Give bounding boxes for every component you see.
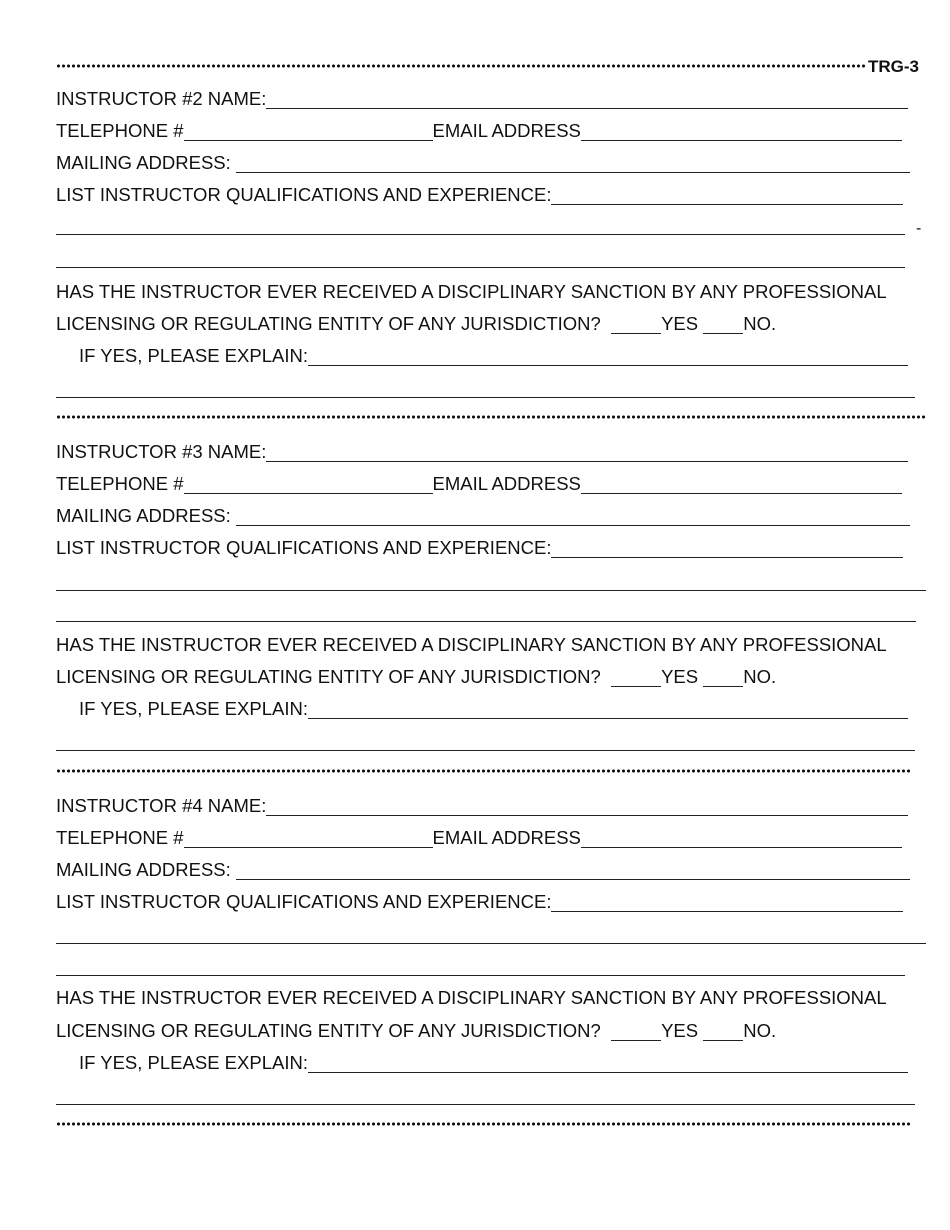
no-label: NO. — [743, 1020, 777, 1041]
sanction-question-line-2 — [56, 666, 776, 688]
form-code: TRG-3 — [868, 57, 919, 76]
sanction-no-field[interactable] — [703, 668, 743, 687]
sanction-question-line-1 — [56, 987, 887, 1009]
sanction-question-text: LICENSING OR REGULATING ENTITY OF ANY JURISDICTION? — [56, 1020, 612, 1041]
email-label: EMAIL ADDRESS — [432, 120, 581, 141]
instructor-name-field[interactable] — [266, 797, 908, 816]
sanction-question-text: HAS THE INSTRUCTOR EVER RECEIVED A DISCIPLINARY SANCTION BY ANY PROFESSIONAL — [56, 987, 887, 1008]
explain-label: IF YES, PLEASE EXPLAIN: — [79, 698, 308, 719]
explain-label: IF YES, PLEASE EXPLAIN: — [79, 345, 308, 366]
explanation-continuation-line[interactable] — [56, 750, 915, 751]
qualifications-row — [56, 891, 903, 913]
mailing-address-field[interactable] — [236, 154, 910, 173]
contact-row — [56, 827, 902, 849]
sanction-question-line-1 — [56, 281, 887, 303]
mailing-address-label: MAILING ADDRESS: — [56, 505, 236, 526]
explain-row — [79, 698, 908, 720]
instructor-name-field[interactable] — [266, 443, 908, 462]
mailing-address-field[interactable] — [236, 507, 910, 526]
qualifications-continuation-line[interactable] — [56, 621, 916, 622]
mailing-address-label: MAILING ADDRESS: — [56, 859, 236, 880]
sanction-question-text: HAS THE INSTRUCTOR EVER RECEIVED A DISCIPLINARY SANCTION BY ANY PROFESSIONAL — [56, 634, 887, 655]
asterisk-separator — [56, 414, 926, 420]
instructor-name-label: INSTRUCTOR #4 NAME: — [56, 795, 267, 816]
email-label: EMAIL ADDRESS — [432, 473, 581, 494]
qualifications-field[interactable] — [551, 893, 903, 912]
explanation-continuation-line[interactable] — [56, 397, 915, 398]
asterisk-separator — [56, 1121, 911, 1127]
telephone-field[interactable] — [184, 475, 433, 494]
explain-row — [79, 1052, 908, 1074]
instructor-name-row — [56, 88, 908, 110]
explanation-continuation-line[interactable] — [56, 1104, 915, 1105]
yes-label: YES — [661, 666, 704, 687]
contact-row — [56, 120, 902, 142]
sanction-yes-field[interactable] — [611, 1022, 661, 1041]
email-field[interactable] — [581, 122, 902, 141]
telephone-label: TELEPHONE # — [56, 473, 184, 494]
qualifications-continuation-line[interactable] — [56, 975, 905, 976]
qualifications-label: LIST INSTRUCTOR QUALIFICATIONS AND EXPERIENCE: — [56, 184, 552, 205]
explanation-field[interactable] — [308, 1054, 908, 1073]
mailing-address-row — [56, 859, 910, 881]
asterisk-separator — [56, 768, 911, 774]
email-field[interactable] — [581, 475, 902, 494]
sanction-yes-field[interactable] — [611, 315, 661, 334]
instructor-name-label: INSTRUCTOR #2 NAME: — [56, 88, 267, 109]
qualifications-continuation-line[interactable] — [56, 267, 905, 268]
instructor-name-label: INSTRUCTOR #3 NAME: — [56, 441, 267, 462]
yes-label: YES — [661, 313, 704, 334]
telephone-field[interactable] — [184, 829, 433, 848]
explain-label: IF YES, PLEASE EXPLAIN: — [79, 1052, 308, 1073]
sanction-question-line-2 — [56, 313, 776, 335]
qualifications-continuation-line[interactable] — [56, 234, 905, 235]
telephone-label: TELEPHONE # — [56, 827, 184, 848]
qualifications-label: LIST INSTRUCTOR QUALIFICATIONS AND EXPERIENCE: — [56, 537, 552, 558]
qualifications-continuation-line[interactable] — [56, 943, 926, 944]
instructor-name-row — [56, 441, 908, 463]
mailing-address-field[interactable] — [236, 861, 910, 880]
email-field[interactable] — [581, 829, 902, 848]
contact-row — [56, 473, 902, 495]
sanction-question-text: HAS THE INSTRUCTOR EVER RECEIVED A DISCIPLINARY SANCTION BY ANY PROFESSIONAL — [56, 281, 887, 302]
trailing-dash: - — [916, 220, 922, 237]
sanction-question-text: LICENSING OR REGULATING ENTITY OF ANY JURISDICTION? — [56, 313, 612, 334]
mailing-address-row — [56, 152, 910, 174]
explain-row — [79, 345, 908, 367]
sanction-no-field[interactable] — [703, 315, 743, 334]
yes-label: YES — [661, 1020, 704, 1041]
no-label: NO. — [743, 666, 777, 687]
mailing-address-label: MAILING ADDRESS: — [56, 152, 236, 173]
sanction-no-field[interactable] — [703, 1022, 743, 1041]
telephone-label: TELEPHONE # — [56, 120, 184, 141]
email-label: EMAIL ADDRESS — [432, 827, 581, 848]
sanction-question-line-2 — [56, 1020, 776, 1042]
instructor-name-row — [56, 795, 908, 817]
sanction-question-line-1 — [56, 634, 887, 656]
sanction-yes-field[interactable] — [611, 668, 661, 687]
qualifications-row — [56, 537, 903, 559]
qualifications-field[interactable] — [551, 186, 903, 205]
instructor-name-field[interactable] — [266, 90, 908, 109]
qualifications-continuation-line[interactable] — [56, 590, 926, 591]
no-label: NO. — [743, 313, 777, 334]
explanation-field[interactable] — [308, 347, 908, 366]
telephone-field[interactable] — [184, 122, 433, 141]
qualifications-label: LIST INSTRUCTOR QUALIFICATIONS AND EXPERIENCE: — [56, 891, 552, 912]
asterisk-separator — [56, 63, 866, 69]
sanction-question-text: LICENSING OR REGULATING ENTITY OF ANY JURISDICTION? — [56, 666, 612, 687]
mailing-address-row — [56, 505, 910, 527]
qualifications-row — [56, 184, 903, 206]
qualifications-field[interactable] — [551, 539, 903, 558]
explanation-field[interactable] — [308, 700, 908, 719]
